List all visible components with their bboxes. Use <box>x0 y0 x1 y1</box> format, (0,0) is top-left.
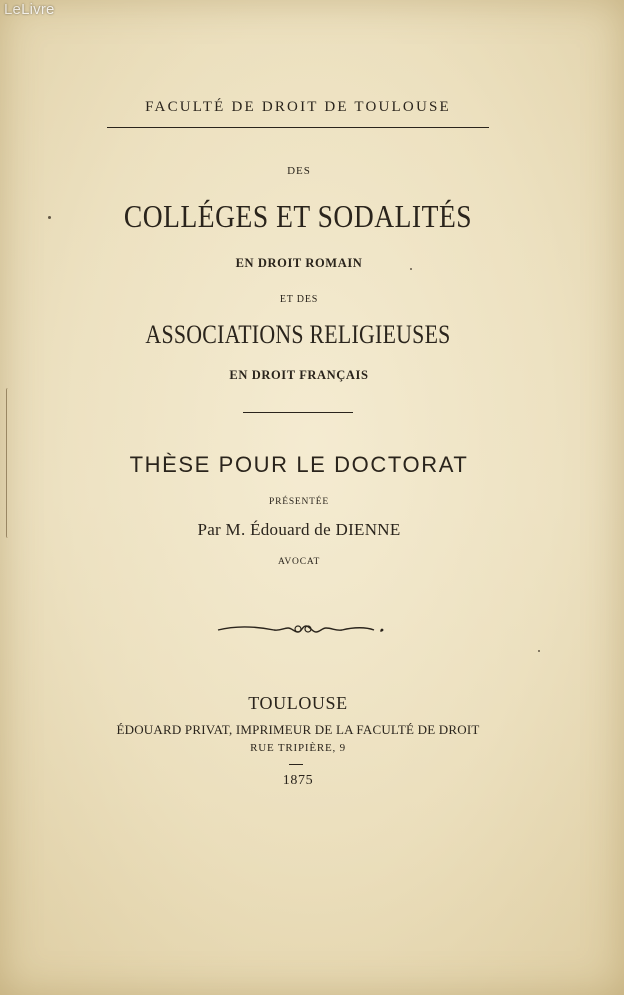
imprint-printer: ÉDOUARD PRIVAT, IMPRIMEUR DE LA FACULTÉ DE DROIT <box>116 722 480 737</box>
title-secondary-subtitle: EN DROIT FRANÇAIS <box>229 368 369 382</box>
paper-speck <box>410 268 412 270</box>
title-main: COLLÉGES ET SODALITÉS <box>123 198 473 234</box>
paper-speck <box>48 216 51 219</box>
title-prefix: DES <box>287 165 311 177</box>
header-rule <box>107 127 489 128</box>
imprint-city: TOULOUSE <box>248 693 348 713</box>
title-main-subtitle: EN DROIT ROMAIN <box>235 256 363 270</box>
paper-speck <box>538 650 540 652</box>
presented-label: PRÉSENTÉE <box>269 497 329 507</box>
watermark-logo: LeLivre <box>4 1 55 18</box>
title-conjunction: ET DES <box>279 294 319 305</box>
paper-speck <box>380 630 382 632</box>
thesis-heading: THÈSE POUR LE DOCTORAT <box>129 452 469 477</box>
faculty-header: FACULTÉ DE DROIT DE TOULOUSE <box>145 99 451 115</box>
author-profession: AVOCAT <box>277 557 321 567</box>
imprint-year: 1875 <box>282 773 314 788</box>
title-secondary: ASSOCIATIONS RELIGIEUSES <box>145 320 451 349</box>
imprint-address: RUE TRIPIÈRE, 9 <box>250 742 346 754</box>
author-line: Par M. Édouard de DIENNE <box>197 520 401 539</box>
fleuron-ornament-icon <box>214 620 384 640</box>
paper-crease <box>6 388 10 538</box>
imprint-dash <box>289 764 303 765</box>
section-divider <box>243 412 353 413</box>
